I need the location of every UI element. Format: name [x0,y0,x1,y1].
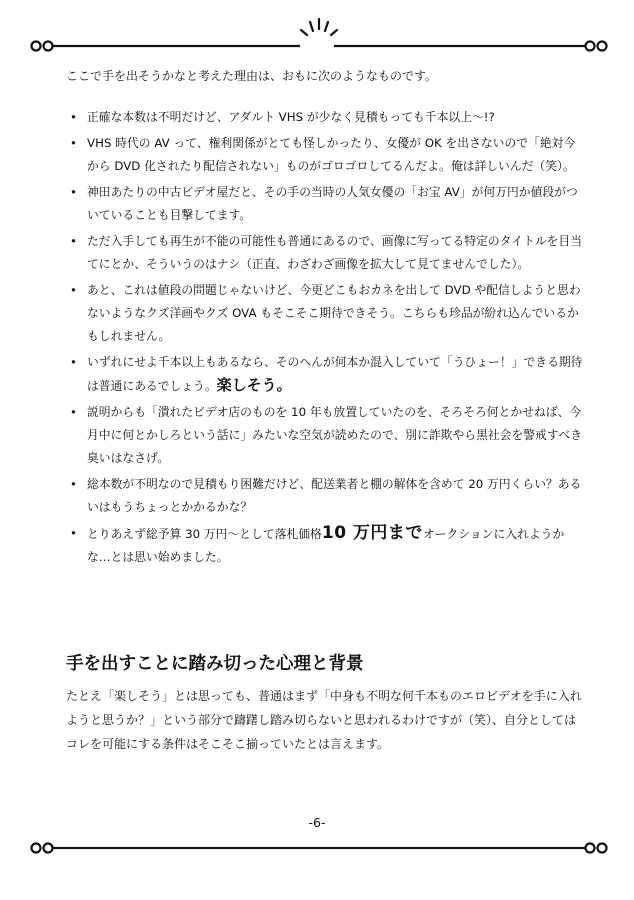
list-item-text: いずれにせよ千本以上もあるなら、そのへんが何本か混入していて「うひょー！」できる期待は普通にあるでしょう。 [87,355,583,393]
ornament-ring [598,42,607,51]
bullet-icon: • [70,234,77,248]
list-item [66,181,586,227]
section-heading: 手を出すことに踏み切った心理と背景 [66,654,364,674]
list-item [66,279,586,348]
bullet-icon: • [70,136,77,150]
bullet-icon: • [70,110,77,124]
ornament-ring [44,844,53,853]
bullet-icon: • [70,405,77,419]
list-item-text: 正確な本数は不明だけど、アダルト VHS が少なく見積もっても千本以上～!? [87,110,495,124]
list-item [66,132,586,178]
section-body-text: たとえ「楽しそう」とは思っても、普通はまず「中身も不明な何千本ものエロビデオを手に入れようと思うか？」という部分で躊躇し踏み切らないと思われるわけですが（笑）、自分としてはコレを可能にする条件はそこそこ揃っていたとは言えます。 [66,689,582,751]
intro-text: ここで手を出そうかなと考えた理由は、おもに次のようなものです。 [66,69,438,83]
reasons-list [66,106,586,569]
emphasis-text: 楽しそう。 [216,376,292,394]
ornament-ring [586,42,595,51]
list-item [66,473,586,519]
bullet-icon: • [70,283,77,297]
top-ornament [0,14,634,54]
list-item [66,230,586,276]
bullet-icon: • [70,477,77,491]
sun-rays-icon [301,19,337,35]
ornament-ring [32,844,41,853]
emphasis-text: 10 万円まで [321,523,423,543]
list-item-text: とりあえず総予算 30 万円～として落札価格 [87,527,322,541]
bottom-ornament [0,828,634,868]
list-item [66,351,586,398]
list-item [66,106,586,129]
list-item-text: 総本数が不明なので見積もり困難だけど、配送業者と棚の解体を含めて 20 万円くらい？あるいはもうちょっとかかるかな？ [87,477,582,514]
ornament-ring [586,844,595,853]
bullet-icon: • [70,526,77,540]
ornament-ring [32,42,41,51]
list-item [66,522,586,569]
bullet-icon: • [70,185,77,199]
page-number: -6- [308,815,326,830]
ornament-ring [44,42,53,51]
list-item-text: 説明からも「潰れたビデオ店のものを 10 年も放置していたのを、そろそろ何とかせねば、今月中に何とかしろという話に」みたいな空気が読めたので、別に詐欺やら黒社会を警戒すべき臭いはなさげ。 [87,405,582,465]
ornament-ring [598,844,607,853]
list-item-text: オークションに入れようかな…とは思い始めました。 [87,527,565,564]
list-item [66,401,586,470]
list-item-text: VHS 時代の AV って、権利関係がとても怪しかったり、女優が OK を出さないので「絶対今から DVD 化されたり配信されない」ものがゴロゴロしてるんだよ。俺は詳しいんだ（笑）。 [87,136,576,173]
list-item-text: ただ入手しても再生が不能の可能性も普通にあるので、画像に写ってる特定のタイトルを目当てにとか、そういうのはナシ（正直、わざわざ画像を拡大して見てませんでした）。 [87,234,582,271]
main-content [66,66,586,572]
list-item-text: あと、これは値段の問題じゃないけど、今更どこもおカネを出して DVD や配信しようと思わないようなクズ洋画やクズ OVA もそこそこ期待できそう。こちらも珍品が紛れ込んでいるかもしれません。 [87,283,581,343]
bullet-icon: • [70,355,77,369]
list-item-text: 神田あたりの中古ビデオ屋だと、その手の当時の人気女優の「お宝 AV」が何万円か値段がついていることも目撃してます。 [87,185,578,222]
